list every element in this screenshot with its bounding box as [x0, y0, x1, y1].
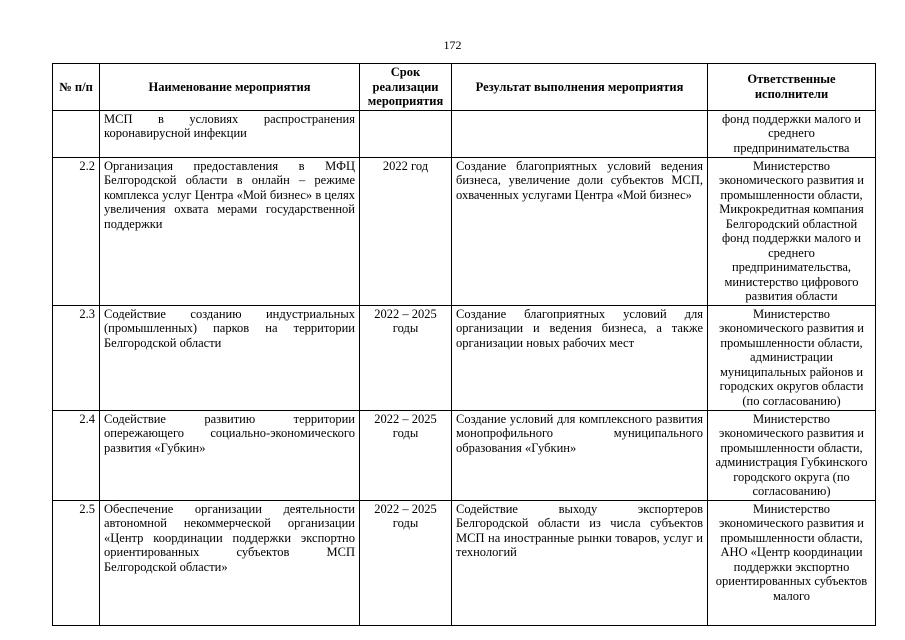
row-num: 2.2 [53, 157, 100, 305]
table-row [53, 410, 876, 500]
row-executors: Министерство экономического развития и промышленности области, администрации муниципальных районов и городских округов области (по согласованию) [708, 305, 876, 410]
row-term: 2022 – 2025 годы [360, 305, 452, 410]
table-row [53, 500, 876, 625]
row-result: Создание условий для комплексного развития монопрофильного муниципального образования «Губкин» [452, 410, 708, 500]
row-executors: Министерство экономического развития и промышленности области, АНО «Центр координации поддержки экспортно ориентированных субъектов малого [708, 500, 876, 625]
row-term: 2022 год [360, 157, 452, 305]
row-name: Содействие созданию индустриальных (промышленных) парков на территории Белгородской области [100, 305, 360, 410]
row-name: Содействие развитию территории опережающего социально-экономического развития «Губкин» [100, 410, 360, 500]
table-row [53, 110, 876, 157]
row-executors: фонд поддержки малого и среднего предпринимательства [708, 110, 876, 157]
header-result: Результат выполнения мероприятия [452, 64, 708, 111]
row-executors: Министерство экономического развития и промышленности области, администрация Губкинского городского округа (по согласованию) [708, 410, 876, 500]
row-executors: Министерство экономического развития и промышленности области, Микрокредитная компания Белгородский областной фонд поддержки малого и среднего предпринимательства, министерство цифрового развития области [708, 157, 876, 305]
page-number: 172 [443, 38, 462, 52]
row-num: 2.5 [53, 500, 100, 625]
row-name: Организация предоставления в МФЦ Белгородской области в онлайн – режиме комплекса услуг Центра «Мой бизнес» в целях увеличения охвата мерами государственной поддержки [100, 157, 360, 305]
row-name: Обеспечение организации деятельности автономной некоммерческой организации «Центр координации поддержки экспортно ориентированных субъектов МСП Белгородской области» [100, 500, 360, 625]
row-result: Создание благоприятных условий для организации и ведения бизнеса, а также организации новых рабочих мест [452, 305, 708, 410]
row-term: 2022 – 2025 годы [360, 500, 452, 625]
row-result: Создание благоприятных условий ведения бизнеса, увеличение доли субъектов МСП, охваченных услугами Центра «Мой бизнес» [452, 157, 708, 305]
measures-table [52, 63, 876, 626]
table-row [53, 157, 876, 305]
table-row [53, 305, 876, 410]
header-executors: Ответственные исполнители [708, 64, 876, 111]
header-name: Наименование мероприятия [100, 64, 360, 111]
row-name: МСП в условиях распространения коронавирусной инфекции [100, 110, 360, 157]
header-term: Срок реализации мероприятия [360, 64, 452, 111]
row-num: 2.4 [53, 410, 100, 500]
row-term: 2022 – 2025 годы [360, 410, 452, 500]
row-result: Содействие выходу экспортеров Белгородской области из числа субъектов МСП на иностранные рынки товаров, услуг и технологий [452, 500, 708, 625]
row-result [452, 110, 708, 157]
row-term [360, 110, 452, 157]
header-num: № п/п [53, 64, 100, 111]
table-header-row [53, 64, 876, 111]
row-num [53, 110, 100, 157]
row-num: 2.3 [53, 305, 100, 410]
